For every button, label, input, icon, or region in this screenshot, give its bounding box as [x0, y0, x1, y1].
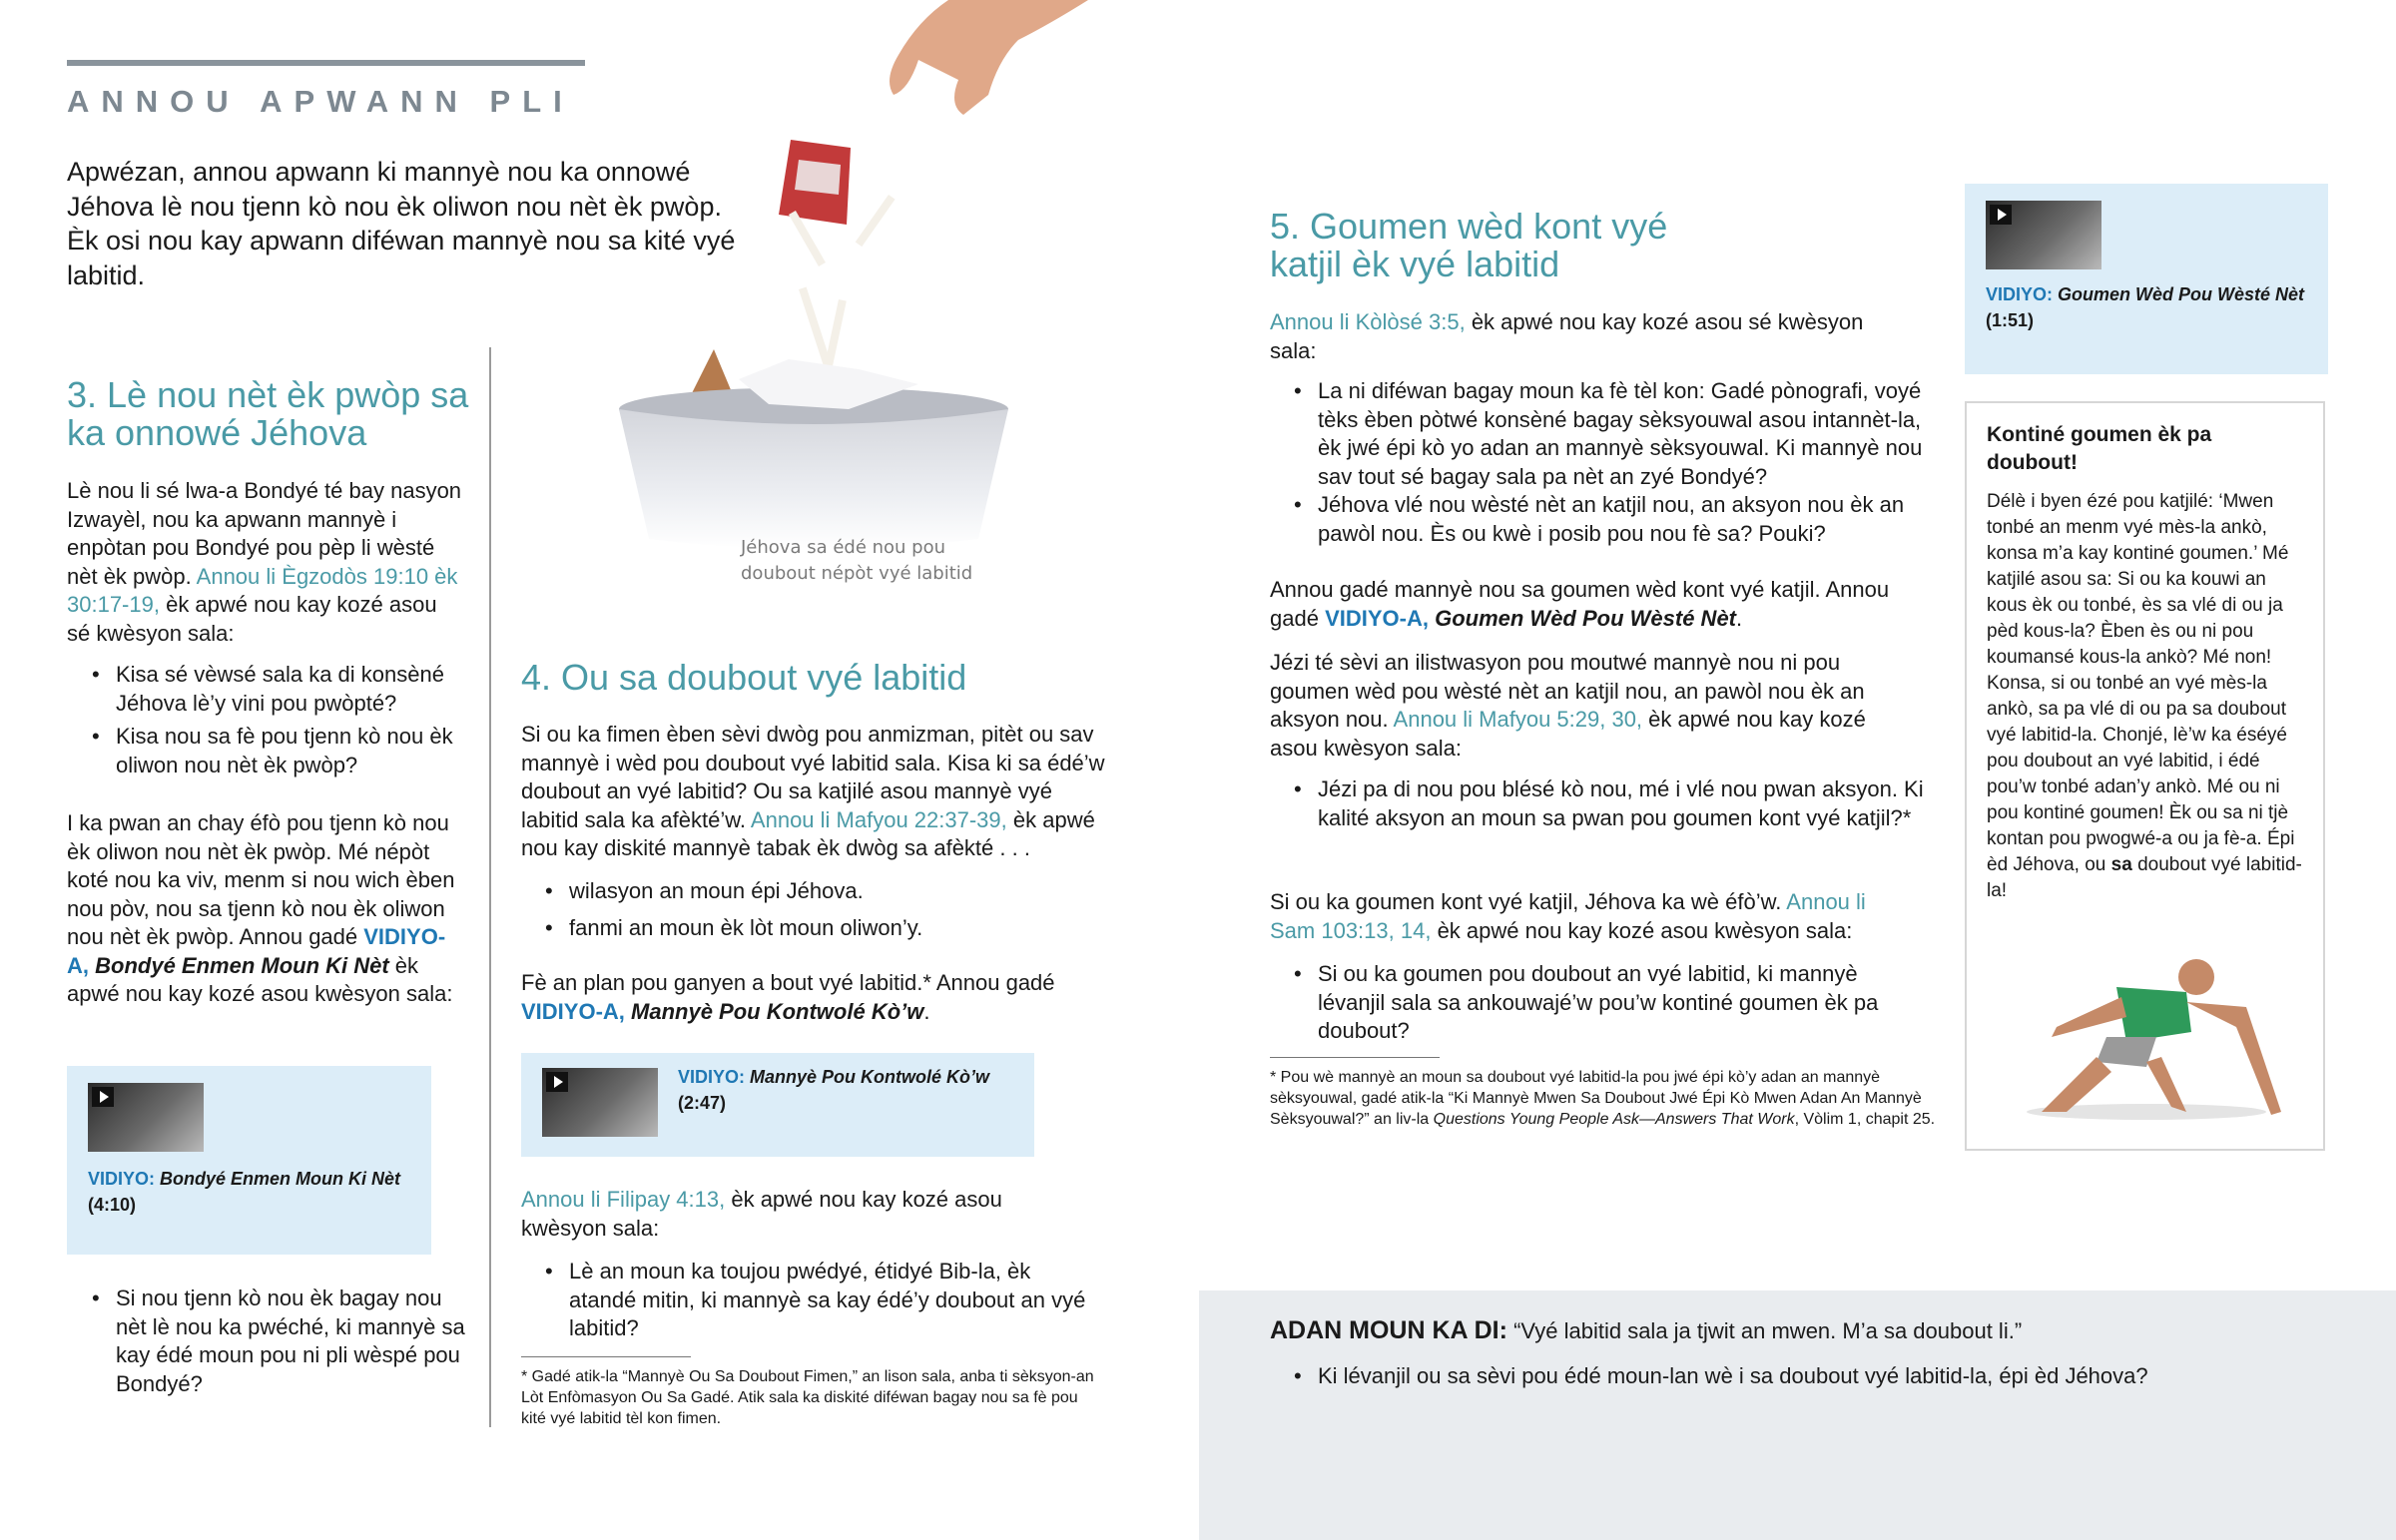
video-label: VIDIYO: Goumen Wèd Pou Wèsté Nèt (1:51) — [1986, 284, 2305, 330]
section-3-bullets-2 — [86, 1284, 465, 1398]
page-title: ANNOU APWANN PLI — [67, 84, 574, 119]
section-5-paragraph-1: Annou li Kòlòsé 3:5, èk apwé nou kay kozé asou sé kwèsyon sala: — [1270, 309, 1864, 363]
sidebar-title: Kontiné goumen èk pa doubout! — [1987, 423, 2212, 474]
scripture-link-philippians[interactable]: Annou li Filipay 4:13, — [521, 1187, 726, 1212]
list-item: • Kisa sé vèwsé sala ka di konsèné Jéhova lè’y vini pou pwòpté? — [86, 661, 465, 718]
video-link-self-control[interactable]: VIDIYO-A, — [521, 998, 625, 1024]
section-3-bullets — [86, 661, 465, 779]
video-box-stay-clean[interactable] — [1965, 184, 2328, 374]
scripture-link-colossians[interactable]: Annou li Kòlòsé 3:5, — [1270, 309, 1466, 334]
footnote-rule — [521, 1356, 691, 1357]
section-5-paragraph-2: Annou gadé mannyè nou sa goumen wèd kont vyé katjil. Annou gadé VIDIYO-A, Goumen Wèd Pou Wèsté Nèt. — [1270, 577, 1890, 631]
section-5-paragraph-3: Jézi té sèvi an ilistwasyon pou moutwé mannyè nou ni pou goumen wèd pou wèsté nèt an katjil nou, an pawòl nou èk an aksyon nou. Annou li Mafyou 5:29, 30, èk apwé nou kay kozé asou kwèsyon sala: — [1270, 650, 1866, 761]
list-item: • Jéhova vlé nou wèsté nèt an katjil nou, an aksyon nou èk an pawòl nou. Ès ou kwè i posib pou nou fè sa? Pouki? — [1288, 491, 1927, 548]
list-item: • Jézi pa di nou pou blésé kò nou, mé i vlé nou pwan aksyon. Ki kalité aksyon an moun sa pwan pou goumen kont vyé katjil?* — [1288, 775, 1927, 832]
section-3-paragraph-1: Lè nou li sé lwa-a Bondyé té bay nasyon Izwayèl, nou ka apwann mannyè i enpòtan pou Bondyé pou pèp li wèsté nèt èk pwòp. Annou li Ègzodòs 19:10 èk 30:17-19, èk apwé nou kay kozé asou sé kwèsyon sala: — [67, 478, 462, 646]
illustration-trash-can — [619, 0, 1118, 559]
header-rule — [67, 60, 585, 66]
section-4-footnote: * Gadé atik-la “Mannyè Ou Sa Doubout Fimen,” an lison sala, anba ti sèksyon-an Lòt Enfòmasyon Ou Sa Gadé. Atik sala ka diskité diféwan bagay nou sa fè pou kité vyé labitid tèl kon fimen. — [521, 1368, 1094, 1427]
list-item: • Kisa nou sa fè pou tjenn kò nou èk oliwon nou nèt èk pwòp? — [86, 723, 465, 779]
list-item: • Ki lévanjil ou sa sèvi pou édé moun-lan wè i sa doubout vyé labitid-la, épi èd Jéhova? — [1288, 1362, 2366, 1391]
list-item: • Si nou tjenn kò nou èk bagay nou nèt lè nou ka pwéché, ki mannyè sa kay édé moun pou ni pli wèspé pou Bondyé? — [86, 1284, 465, 1398]
column-divider — [489, 347, 491, 1427]
scripture-link-exodus[interactable]: Annou li Ègzodòs 19:10 èk 30:17-19, — [67, 563, 458, 617]
image-caption: Jéhova sa édé nou pou doubout népòt vyé labitid — [741, 537, 973, 584]
scripture-link-psalm[interactable]: Annou li Sam 103:13, 14, — [1270, 889, 1866, 943]
section-4-paragraph-2: Fè an plan pou ganyen a bout vyé labitid.* Annou gadé VIDIYO-A, Mannyè Pou Kontwolé Kò’w. — [521, 970, 1055, 1024]
play-icon[interactable] — [92, 1087, 114, 1107]
hand-shape — [890, 0, 1088, 115]
list-item: • La ni diféwan bagay moun ka fè tèl kon: Gadé pònografi, voyé tèks èben pòtwé konsèné bagay sèksyouwal asou intannèt-la, èk jwé épi kò yo adan an mannyè sèksyouwal. Ki mannyè nou sav tout sé bagay sala pa nèt an zyé Bondyé? — [1288, 377, 1927, 491]
play-icon[interactable] — [546, 1072, 568, 1092]
scripture-link-matthew-5[interactable]: Annou li Mafyou 5:29, 30, — [1393, 707, 1643, 732]
bottom-quote: ADAN MOUN KA DI: “Vyé labitid sala ja tjwit an mwen. M’a sa doubout li.” — [1270, 1316, 2023, 1344]
section-4-bullets-2 — [539, 1258, 1098, 1343]
video-thumbnail[interactable] — [542, 1068, 658, 1137]
video-link-clean[interactable]: VIDIYO-A, — [67, 924, 446, 978]
list-item: • wilasyon an moun épi Jéhova. — [539, 877, 1098, 906]
footnote-rule — [1270, 1057, 1440, 1058]
runner-illustration — [1997, 947, 2286, 1127]
section-5-footnote: * Pou wè mannyè an moun sa doubout vyé labitid-la pou jwé épi kò’y adan an mannyè sèksyouwal, gadé atik-la “Ki Mannyè Mwen Sa Doubout Jwé Épi Kò Mwen Adan An Mannyè Sèksyouwal?” an liv-la Questions Young People Ask—Answers That Work, Vòlim 1, chapit 25. — [1270, 1069, 1936, 1128]
section-3-title: 3. Lè nou nèt èk pwòp sa ka onnowé Jéhova — [67, 374, 469, 453]
video-label: VIDIYO: Mannyè Pou Kontwolé Kò’w (2:47) — [678, 1067, 990, 1113]
video-thumbnail[interactable] — [88, 1083, 204, 1152]
section-4-paragraph-3: Annou li Filipay 4:13, èk apwé nou kay kozé asou kwèsyon sala: — [521, 1187, 1002, 1241]
section-4-title: 4. Ou sa doubout vyé labitid — [521, 657, 967, 698]
video-label: VIDIYO: Bondyé Enmen Moun Ki Nèt (4:10) — [88, 1169, 401, 1215]
sidebar-box — [1965, 401, 2325, 1151]
section-4-paragraph-1: Si ou ka fimen èben sèvi dwòg pou anmizman, pitèt ou sav mannyè i wèd pou doubout vyé labitid sala. Kisa ki sa édé’w doubout an vyé labitid? Ou sa katjilé asou mannyè vyé labitid sala ka afèkté’w. Annou li Mafyou 22:37-39, èk apwé nou kay diskité mannyè tabak èk dwòg sa afèkté . . . — [521, 722, 1105, 860]
list-item: • Si ou ka goumen pou doubout an vyé labitid, ki mannyè lévanjil sala sa ankouwajé’w pou’w kontiné goumen èk pa doubout? — [1288, 960, 1907, 1046]
section-5-bullets-2 — [1288, 775, 1927, 832]
video-thumbnail[interactable] — [1986, 201, 2101, 269]
section-4-bullets — [539, 877, 1098, 942]
list-item: • fanmi an moun èk lòt moun oliwon’y. — [539, 914, 1098, 943]
trash-can-graphic — [619, 0, 1118, 559]
video-box-clean[interactable] — [67, 1066, 431, 1255]
intro-text: Apwézan, annou apwann ki mannyè nou ka onnowé Jéhova lè nou tjenn kò nou èk oliwon nou nèt èk pwòp. Èk osi nou kay apwann diféwan mannyè nou sa kité vyé labitid. — [67, 157, 736, 290]
play-icon[interactable] — [1990, 205, 2012, 225]
section-5-title: 5. Goumen wèd kont vyé katjil èk vyé labitid — [1270, 206, 1668, 284]
video-link-stay-clean[interactable]: VIDIYO-A, — [1325, 605, 1429, 631]
sidebar-text: Délè i byen ézé pou katjilé: ‘Mwen tonbé an menm vyé mès-la ankò, konsa m’a kay kontiné goumen.’ Mé katjilé asou sa: Si ou ka kouwi an kous èk ou tonbé, ès sa vlé di ou ja pèd kous-la? Èben ès ou ni pou koumansé kous-la ankò? Mé non! Konsa, si ou tonbé an vyé mès-la ankò, sa pa vlé di ou pa sa doubout vyé labitid-la. Chonjé, lè’w ka éséyé pou doubout an vyé labitid, i édé pou’w tonbé adan’y ankò. Mé ou ni pou kontiné goumen! Èk ou sa ni tjè kontan pou pwogwé-a ou ja fè-a. Épi èd Jéhova, ou sa doubout vyé labitid-la! — [1987, 491, 2302, 901]
section-5-paragraph-4: Si ou ka goumen kont vyé katjil, Jéhova ka wè éfò’w. Annou li Sam 103:13, 14, èk apwé nou kay kozé asou kwèsyon sala: — [1270, 889, 1866, 943]
bottom-panel — [1199, 1290, 2396, 1540]
section-5-bullets — [1288, 377, 1927, 548]
section-3-paragraph-2: I ka pwan an chay éfò pou tjenn kò nou èk oliwon nou nèt èk pwòp. Mé népòt koté nou ka viv, menm si nou wich èben nou pòv, nou sa tjenn kò nou èk oliwon nou nèt èk pwòp. Annou gadé VIDIYO-A, Bondyé Enmen Moun Ki Nèt èk apwé nou kay kozé asou kwèsyon sala: — [67, 810, 455, 1006]
list-item: • Lè an moun ka toujou pwédyé, étidyé Bib-la, èk atandé mitin, ki mannyè sa kay édé’y doubout an vyé labitid? — [539, 1258, 1098, 1343]
bottom-bullets — [1288, 1362, 2366, 1391]
video-box-self-control[interactable] — [521, 1053, 1034, 1157]
section-5-bullets-3 — [1288, 960, 1907, 1046]
scripture-link-matthew-22[interactable]: Annou li Mafyou 22:37-39, — [750, 806, 1007, 832]
